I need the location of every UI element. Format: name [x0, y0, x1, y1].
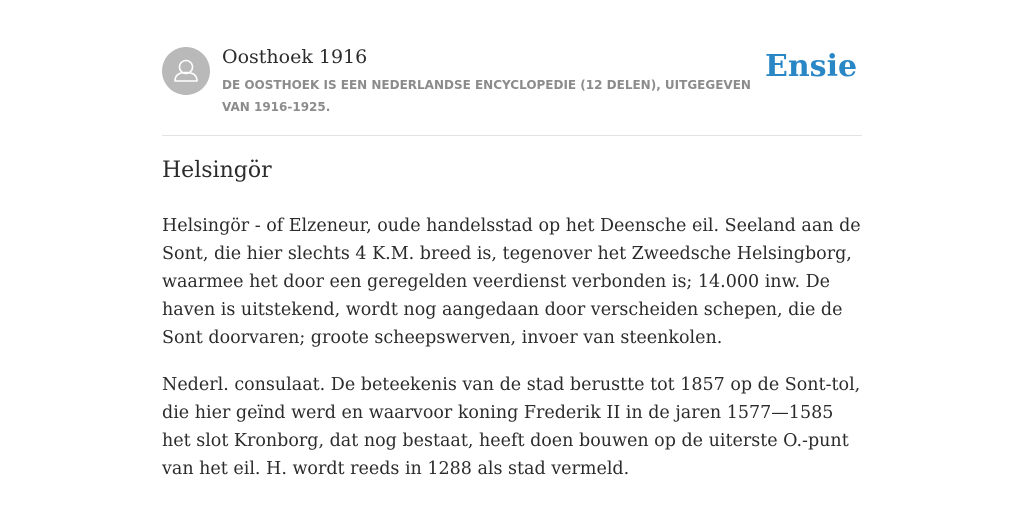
- article-paragraph: Helsingör - of Elzeneur, oude handelsstad op het Deensche eil. Seeland aan de Sont, die hier slechts 4 K.M. breed is, tegenover het Zweedsche Helsingborg, waarmee het door een geregelden veerdienst verbonden is; 14.000 inw. De haven is uitstekend, wordt nog aangedaan door verscheiden schepen, die de Sont doorvaren; groote scheepswerven, invoer van steenkolen.: [162, 216, 861, 348]
- user-icon: [162, 47, 210, 95]
- avatar[interactable]: [162, 47, 210, 95]
- ensie-logo-link[interactable]: Ensie: [765, 49, 858, 84]
- article-body: [162, 212, 862, 502]
- source-description: DE OOSTHOEK IS EEN NEDERLANDSE ENCYCLOPEDIE (12 DELEN), UITGEGEVEN VAN 1916-1925.: [222, 78, 751, 114]
- source-header: [162, 45, 862, 135]
- source-title-link[interactable]: Oosthoek 1916: [222, 46, 368, 68]
- article-title: Helsingör: [162, 158, 272, 183]
- header-divider: [162, 135, 862, 136]
- article-paragraph: Nederl. consulaat. De beteekenis van de stad berustte tot 1857 op de Sont-tol, die hier geïnd werd en waarvoor koning Frederik II in de jaren 1577—1585 het slot Kronborg, dat nog bestaat, heeft doen bouwen op de uiterste O.-punt van het eil. H. wordt reeds in 1288 als stad vermeld.: [162, 375, 861, 479]
